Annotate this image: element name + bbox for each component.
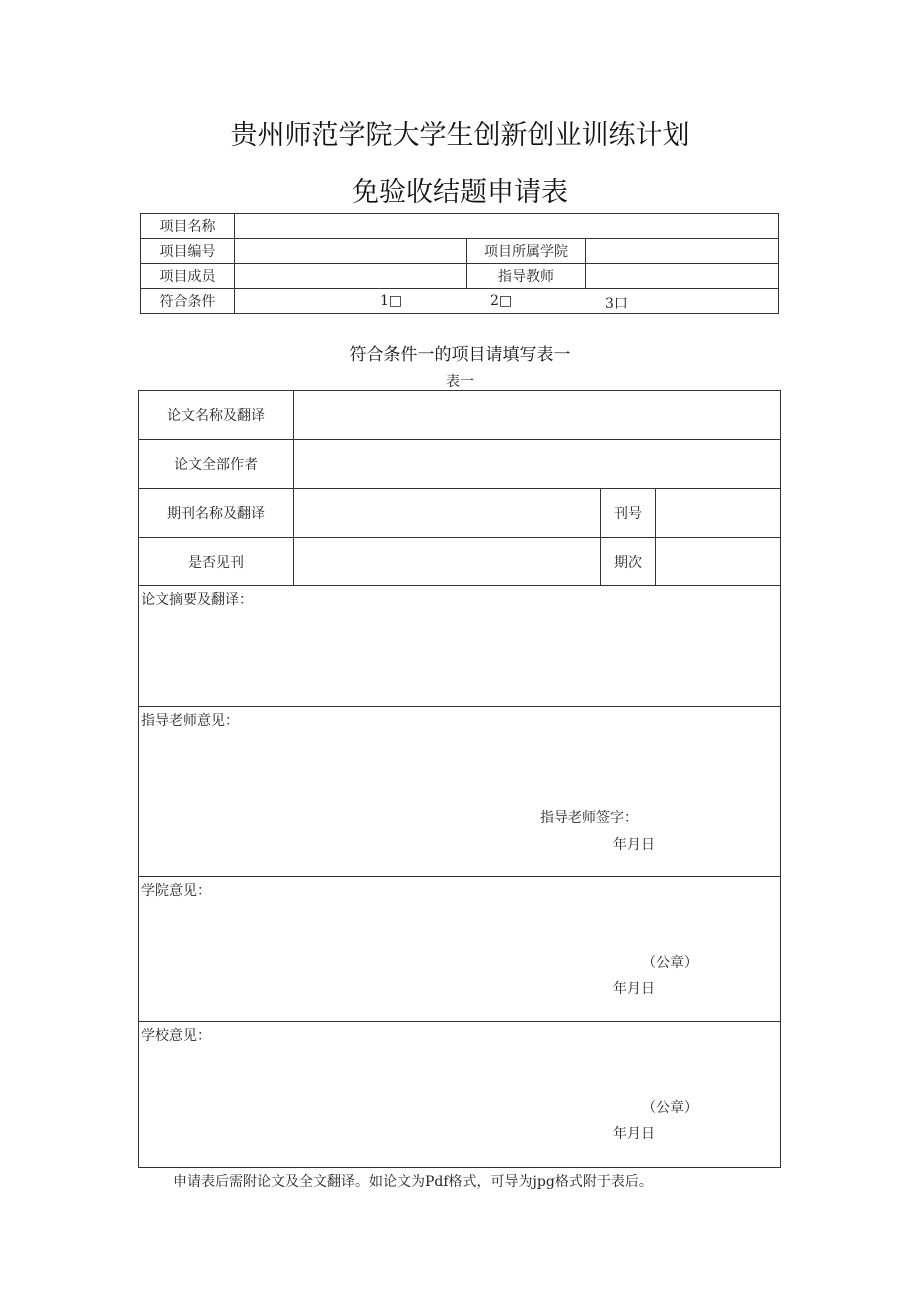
journal-row [139,489,781,538]
condition-option-1-checkbox[interactable]: 1□ [380,293,403,309]
conditions-row [141,289,779,314]
period-field[interactable] [656,538,781,586]
college-label: 项目所属学院 [467,239,586,264]
authors-row [139,440,781,489]
college-opinion-label: 学院意见： [141,883,211,899]
authors-label: 论文全部作者 [139,440,294,489]
college-field[interactable] [586,239,779,264]
conditions-label: 符合条件 [141,289,235,314]
project-name-field[interactable] [235,214,779,239]
advisor-opinion-row [139,707,781,877]
paper-title-row [139,391,781,440]
project-number-row [141,239,779,264]
members-label: 项目成员 [141,264,235,289]
advisor-date-label: 年月日 [613,837,655,853]
journal-label: 期刊名称及翻译 [139,489,294,538]
school-seal-label: （公章） [642,1100,698,1116]
project-number-label: 项目编号 [141,239,235,264]
issue-number-label: 刊号 [601,489,656,538]
abstract-block[interactable] [139,586,781,707]
advisor-sign-label: 指导老师签字： [540,810,638,826]
college-seal-label: （公章） [642,955,698,971]
school-opinion-row [139,1022,781,1168]
project-name-row [141,214,779,239]
abstract-row [139,586,781,707]
project-name-label: 项目名称 [141,214,235,239]
project-members-row [141,264,779,289]
published-field[interactable] [294,538,601,586]
document-title-line2: 免验收结题申请表 [352,177,568,208]
project-info-table [140,213,779,314]
condition-option-2-checkbox[interactable]: 2□ [490,293,513,309]
document-title-line1: 贵州师范学院大学生创新创业训练计划 [230,120,690,151]
school-opinion-label: 学校意见： [141,1028,211,1044]
table-one [138,390,781,1168]
footer-note: 申请表后需附论文及全文翻译。如论文为Pdf格式，可导为jpg格式附于表后。 [173,1174,653,1190]
journal-field[interactable] [294,489,601,538]
advisor-field[interactable] [586,264,779,289]
abstract-label: 论文摘要及翻译： [141,592,253,608]
advisor-opinion-label: 指导老师意见： [141,713,239,729]
project-number-field[interactable] [235,239,467,264]
college-opinion-block[interactable] [139,877,781,1022]
published-label: 是否见刊 [139,538,294,586]
advisor-opinion-block[interactable] [139,707,781,877]
advisor-label: 指导教师 [467,264,586,289]
published-row [139,538,781,586]
college-opinion-row [139,877,781,1022]
section1-subtitle: 符合条件一的项目请填写表一 [349,345,571,365]
paper-title-label: 论文名称及翻译 [139,391,294,440]
conditions-options [235,289,779,314]
condition-option-3-checkbox[interactable]: 3口 [605,296,628,312]
authors-field[interactable] [294,440,781,489]
issue-number-field[interactable] [656,489,781,538]
college-date-label: 年月日 [613,981,655,997]
members-field[interactable] [235,264,467,289]
school-date-label: 年月日 [613,1126,655,1142]
period-label: 期次 [601,538,656,586]
school-opinion-block[interactable] [139,1022,781,1168]
table1-label: 表一 [446,374,474,390]
paper-title-field[interactable] [294,391,781,440]
